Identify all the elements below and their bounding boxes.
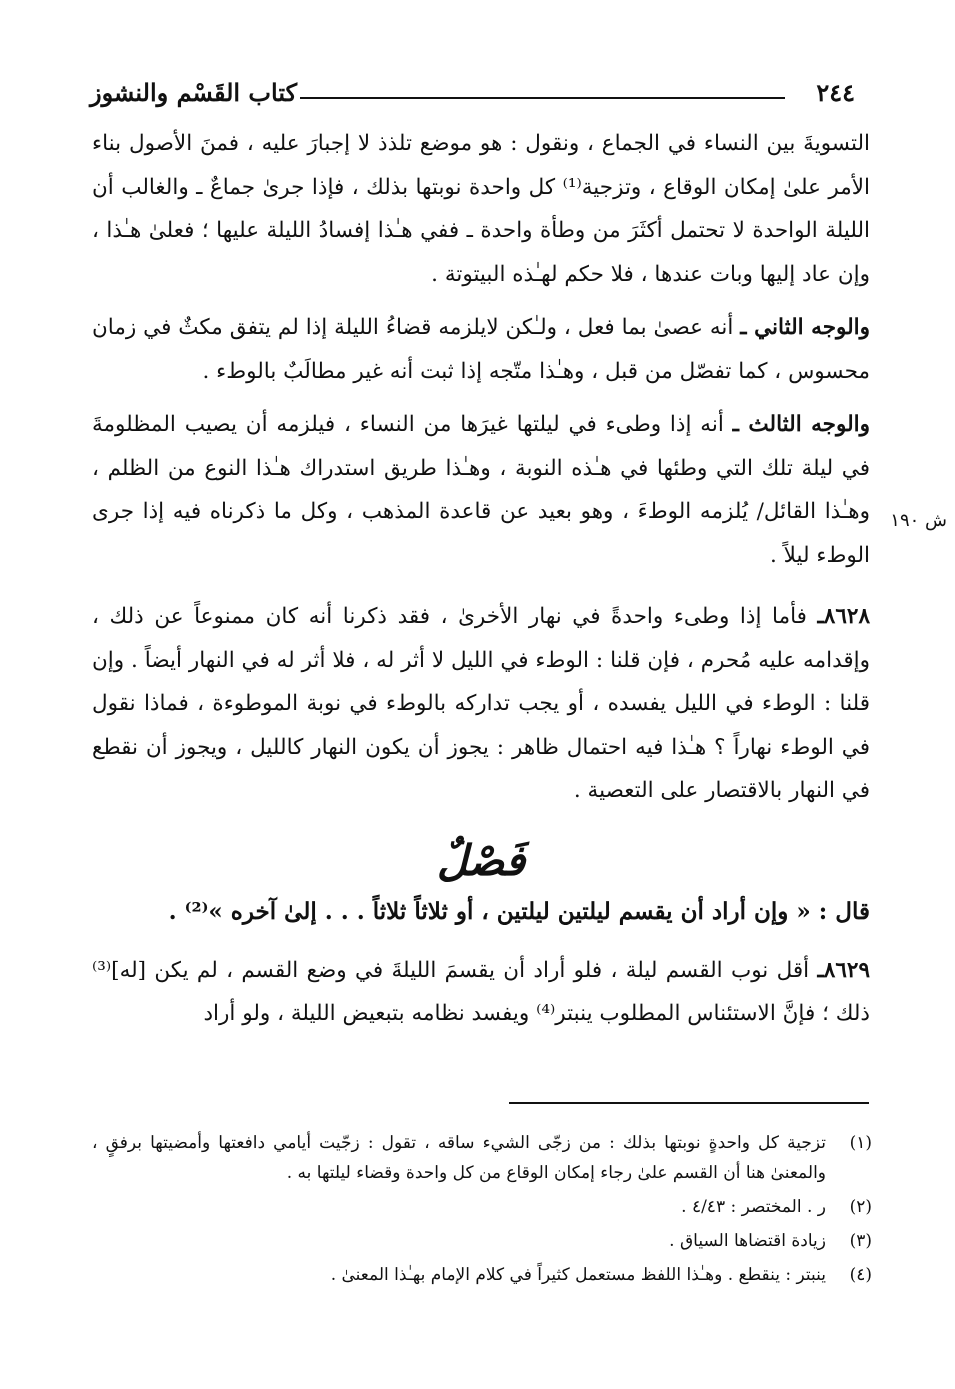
paragraph-4: [92, 595, 870, 813]
section-heading: فَصْلٌ: [436, 835, 526, 885]
paragraph-3: [92, 403, 870, 577]
footnote-text: زيادة اقتضاها السياق .: [669, 1231, 826, 1251]
footnote: [92, 1260, 872, 1290]
paragraph-text: التسويةَ بين النساء في الجماع ، ونقول : هو موضع تلذذ لا إجبارَ عليه ، فمنَ الأصول بناء الأمر علىٰ إمكان الوقاع ، وتزجية⁽¹⁾ كل واحدة نوبتها بذلك ، فإذا جرىٰ جماعٌ ـ والغالب أن الليلة الواحدة لا تحتمل أكثَرَ من وطأة واحدة ـ ففي هـٰذا إفسادُ الليلة عليها ؛ فعلىٰ هـٰذا ، وإن عاد إليها وبات عندها ، فلا حكم لهـٰذه البيتوتة .: [92, 131, 870, 287]
paragraph-2: [92, 306, 870, 393]
footnote-number: (١): [849, 1133, 872, 1153]
paragraph-text: أنه إذا وطىء في ليلتها غيرَها من النساء ، فيلزمه أن يصيب المظلومةَ في ليلة تلك التي وطئها في هـٰذه النوبة ، وهـٰذا طريق استدراك هـٰذا النوع من الظلم ، وهـٰذا القائل/ يُلزمه الوطءَ ، وهو بعيد عن قاعدة المذهب ، وكل ما ذكرناه فيه إذا جرى الوطء ليلاً .: [92, 412, 870, 568]
paragraph-text: أقل نوب القسم ليلة ، فلو أراد أن يقسمَ الليلةَ في وضع القسم ، لم يكن [له]⁽³⁾ ذلك ؛ فإنَّ الاستئناس المطلوب ينبتر⁽⁴⁾ ويفسد نظامه بتبعيض الليلة ، ولو أراد: [92, 957, 870, 1026]
footnote-separator: [509, 1102, 869, 1104]
paragraph-lead: والوجه الثاني ـ: [740, 315, 870, 340]
footnote-text: ينبتر : ينقطع . وهـٰذا اللفظ مستعمل كثيراً في كلام الإمام بهـٰذا المعنىٰ .: [330, 1265, 826, 1285]
page-number: ٢٤٤: [816, 78, 855, 107]
margin-note: ش ١٩٠: [890, 510, 947, 531]
footnote: [92, 1128, 872, 1188]
footnote-number: (٤): [849, 1265, 872, 1285]
header-rule: [300, 97, 785, 99]
paragraph-5: [92, 949, 870, 1036]
footnote-number: (٢): [849, 1197, 872, 1217]
paragraph-lead: ٨٦٢٨ـ: [817, 604, 870, 629]
page-header: [90, 72, 855, 116]
footnote-text: تزجية كل واحدةٍ نوبتها بذلك : من زجّى الشيء ساقه ، تقول : زجّيت أيامي دافعتها وأمضيتها برفقٍ ، والمعنىٰ هنا أن القسم علىٰ رجاء إمكان الوقاع من كل واحدة وقضاء ليلتها به .: [92, 1133, 826, 1183]
quoted-statement: قال : « وإن أراد أن يقسم ليلتين ليلتين ، أو ثلاثاً ثلاثاً . . . إلىٰ آخره »⁽²⁾ .: [168, 897, 870, 925]
footnote: [92, 1192, 872, 1222]
footnotes: [92, 1128, 872, 1294]
main-text: [92, 122, 870, 1046]
paragraph-lead: ٨٦٢٩ـ: [817, 957, 870, 983]
book-title: كتاب القَسْم والنشوز: [90, 78, 297, 107]
footnote-text: ر . المختصر : ٤/٤٣ .: [681, 1197, 826, 1217]
paragraph-lead: والوجه الثالث ـ: [732, 412, 870, 437]
footnote-number: (٣): [849, 1231, 872, 1251]
paragraph-text: فأما إذا وطىء واحدةً في نهار الأخرىٰ ، فقد ذكرنا أنه كان ممنوعاً عن ذلك ، وإقدامه عليه مُحرم ، فإن قلنا : الوطء في الليل لا أثر له ، فلا أثر له في النهار أيضاً . وإن قلنا : الوطء في الليل يفسده ، أو يجب تداركه بالوطء في نوبة الموطوءة ، فماذا نقول في الوطء نهاراً ؟ هـٰذا فيه احتمال ظاهر : يجوز أن يكون النهار كالليل ، ويجوز أن نقطع في النهار بالاقتصار على التعصية .: [92, 604, 870, 803]
paragraph-text: أنه عصىٰ بما فعل ، ولـٰكن لايلزمه قضاءُ الليلة إذا لم يتفق مكثٌ في زمان محسوس ، كما تفصّل من قبل ، وهـٰذا متّجه إذا ثبت أنه غير مطالَبٌ بالوطء .: [92, 315, 870, 384]
footnote: [92, 1226, 872, 1256]
paragraph-1: [92, 122, 870, 296]
